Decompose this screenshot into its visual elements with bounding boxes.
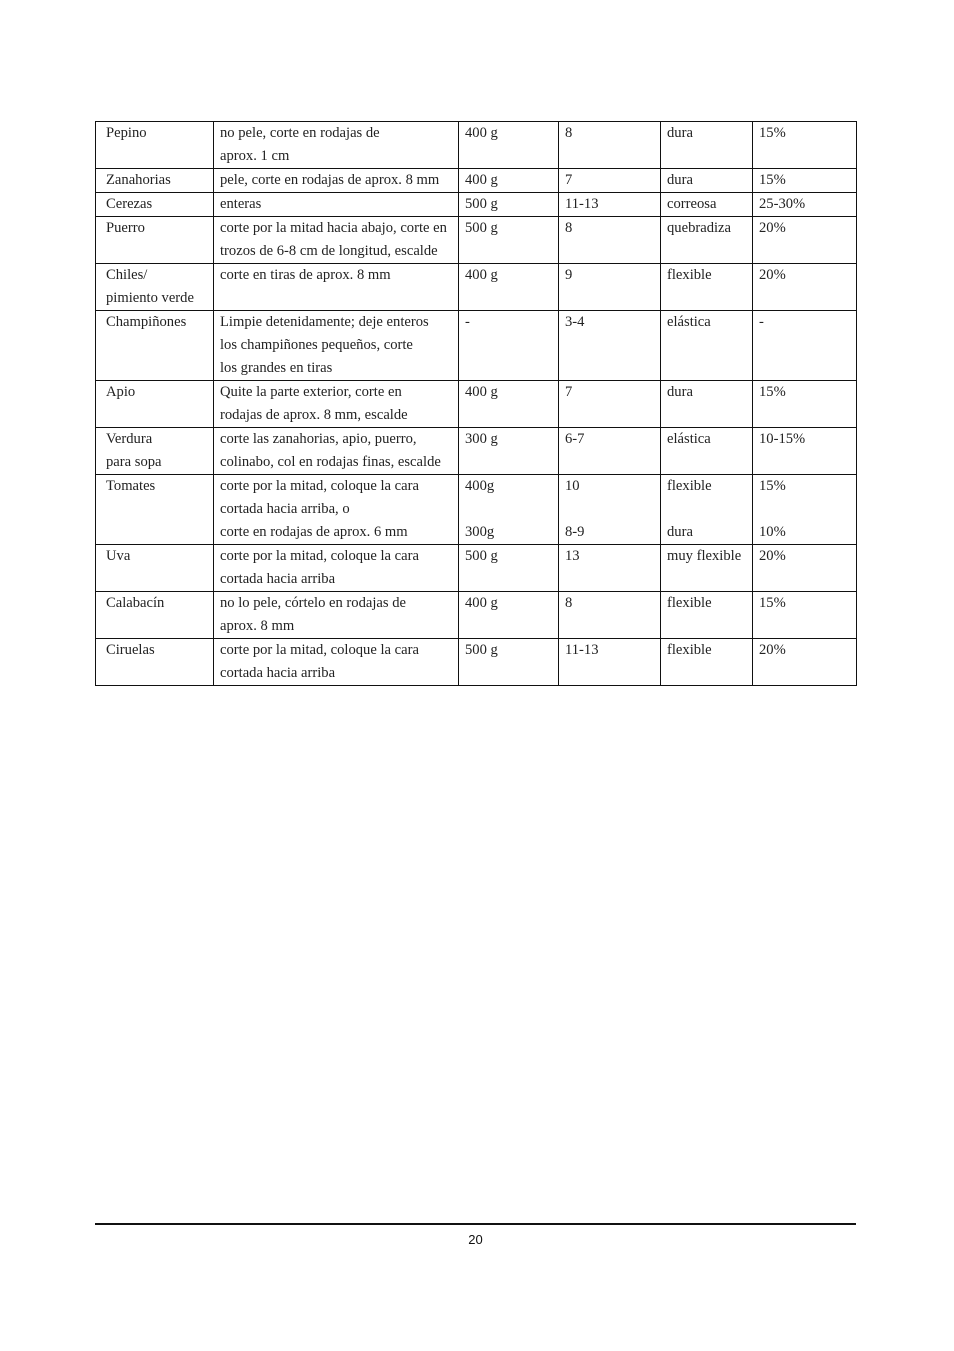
drying-table	[95, 121, 857, 686]
time-cell: 11-13	[559, 639, 661, 686]
vegetable-name-cell: Pepino	[96, 122, 214, 169]
quantity-cell: -	[459, 311, 559, 381]
preparation-cell: corte por la mitad, coloque la cara cortada hacia arriba	[214, 545, 459, 592]
texture-cell: flexible	[661, 264, 753, 311]
preparation-cell: Limpie detenidamente; deje enteros los champiñones pequeños, corte los grandes en tiras	[214, 311, 459, 381]
preparation-cell: Quite la parte exterior, corte en rodajas de aprox. 8 mm, escalde	[214, 381, 459, 428]
quantity-cell: 400 g	[459, 264, 559, 311]
preparation-cell: corte en tiras de aprox. 8 mm	[214, 264, 459, 311]
texture-cell: quebradiza	[661, 217, 753, 264]
quantity-cell: 500 g	[459, 217, 559, 264]
texture-cell: elástica	[661, 428, 753, 475]
percentage-cell: 20%	[753, 639, 857, 686]
texture-cell: correosa	[661, 193, 753, 217]
texture-cell: flexible dura	[661, 475, 753, 545]
vegetable-name-cell: Cerezas	[96, 193, 214, 217]
quantity-cell: 400 g	[459, 169, 559, 193]
time-cell: 9	[559, 264, 661, 311]
time-cell: 8	[559, 217, 661, 264]
texture-cell: dura	[661, 122, 753, 169]
percentage-cell: -	[753, 311, 857, 381]
preparation-cell: corte por la mitad, coloque la cara cortada hacia arriba	[214, 639, 459, 686]
percentage-cell: 20%	[753, 264, 857, 311]
quantity-cell: 300 g	[459, 428, 559, 475]
percentage-cell: 20%	[753, 217, 857, 264]
time-cell: 6-7	[559, 428, 661, 475]
texture-cell: flexible	[661, 592, 753, 639]
texture-cell: elástica	[661, 311, 753, 381]
time-cell: 10 8-9	[559, 475, 661, 545]
quantity-cell: 400 g	[459, 381, 559, 428]
table-row	[96, 193, 857, 217]
texture-cell: dura	[661, 381, 753, 428]
vegetable-name-cell: Zanahorias	[96, 169, 214, 193]
table-row	[96, 169, 857, 193]
percentage-cell: 15%	[753, 592, 857, 639]
table-row	[96, 264, 857, 311]
preparation-cell: no pele, corte en rodajas de aprox. 1 cm	[214, 122, 459, 169]
preparation-cell: no lo pele, córtelo en rodajas de aprox. 8 mm	[214, 592, 459, 639]
time-cell: 7	[559, 381, 661, 428]
time-cell: 13	[559, 545, 661, 592]
texture-cell: flexible	[661, 639, 753, 686]
texture-cell: muy flexible	[661, 545, 753, 592]
time-cell: 8	[559, 592, 661, 639]
vegetable-name-cell: Chiles/ pimiento verde	[96, 264, 214, 311]
preparation-cell: pele, corte en rodajas de aprox. 8 mm	[214, 169, 459, 193]
vegetable-name-cell: Champiñones	[96, 311, 214, 381]
quantity-cell: 500 g	[459, 193, 559, 217]
quantity-cell: 500 g	[459, 639, 559, 686]
table-row	[96, 122, 857, 169]
percentage-cell: 15% 10%	[753, 475, 857, 545]
page-number: 20	[468, 1232, 483, 1247]
preparation-cell: corte por la mitad hacia abajo, corte en trozos de 6-8 cm de longitud, escalde	[214, 217, 459, 264]
table-row	[96, 381, 857, 428]
percentage-cell: 10-15%	[753, 428, 857, 475]
quantity-cell: 400g 300g	[459, 475, 559, 545]
vegetable-name-cell: Calabacín	[96, 592, 214, 639]
percentage-cell: 15%	[753, 169, 857, 193]
quantity-cell: 400 g	[459, 122, 559, 169]
vegetable-name-cell: Ciruelas	[96, 639, 214, 686]
vegetable-name-cell: Verdura para sopa	[96, 428, 214, 475]
footer-divider	[95, 1223, 856, 1225]
time-cell: 11-13	[559, 193, 661, 217]
texture-cell: dura	[661, 169, 753, 193]
preparation-cell: corte por la mitad, coloque la cara cortada hacia arriba, o corte en rodajas de aprox. 6 mm	[214, 475, 459, 545]
time-cell: 8	[559, 122, 661, 169]
preparation-cell: corte las zanahorias, apio, puerro, colinabo, col en rodajas finas, escalde	[214, 428, 459, 475]
table-row	[96, 592, 857, 639]
vegetable-name-cell: Tomates	[96, 475, 214, 545]
table-row	[96, 311, 857, 381]
percentage-cell: 20%	[753, 545, 857, 592]
table-row	[96, 217, 857, 264]
preparation-cell: enteras	[214, 193, 459, 217]
percentage-cell: 15%	[753, 381, 857, 428]
time-cell: 3-4	[559, 311, 661, 381]
percentage-cell: 15%	[753, 122, 857, 169]
table-row	[96, 475, 857, 545]
vegetable-name-cell: Puerro	[96, 217, 214, 264]
vegetable-name-cell: Uva	[96, 545, 214, 592]
quantity-cell: 500 g	[459, 545, 559, 592]
table-row	[96, 428, 857, 475]
table-row	[96, 545, 857, 592]
table-row	[96, 639, 857, 686]
percentage-cell: 25-30%	[753, 193, 857, 217]
quantity-cell: 400 g	[459, 592, 559, 639]
time-cell: 7	[559, 169, 661, 193]
vegetable-name-cell: Apio	[96, 381, 214, 428]
